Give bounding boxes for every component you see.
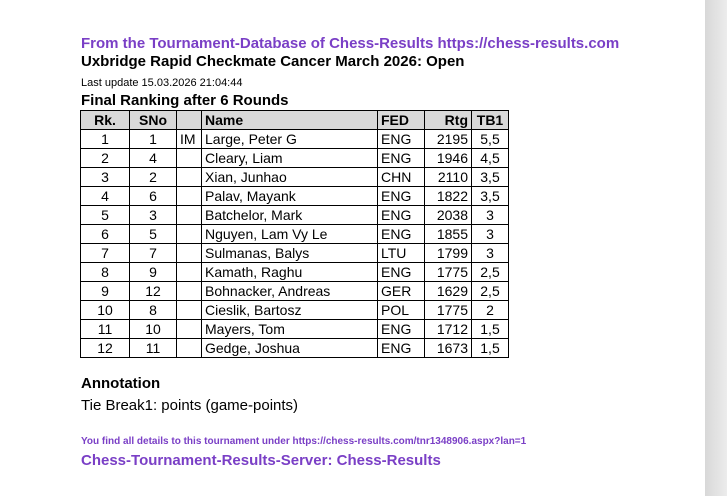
rating-cell: 1855 — [425, 225, 472, 244]
rank-cell: 6 — [81, 225, 130, 244]
rank-cell: 11 — [81, 320, 130, 339]
title-cell — [177, 263, 202, 282]
rating-cell: 1673 — [425, 339, 472, 358]
rating-cell: 1799 — [425, 244, 472, 263]
rank-cell: 3 — [81, 168, 130, 187]
rank-cell: 2 — [81, 149, 130, 168]
col-header-rank: Rk. — [81, 111, 130, 130]
table-row — [81, 282, 509, 301]
title-cell — [177, 301, 202, 320]
title-cell — [177, 206, 202, 225]
rating-cell: 1822 — [425, 187, 472, 206]
rating-cell: 1629 — [425, 282, 472, 301]
title-cell — [177, 168, 202, 187]
federation-cell: ENG — [378, 187, 425, 206]
federation-cell: ENG — [378, 263, 425, 282]
rating-cell: 2195 — [425, 130, 472, 149]
federation-cell: CHN — [378, 168, 425, 187]
title-cell — [177, 187, 202, 206]
tiebreak-cell: 2 — [472, 301, 509, 320]
tiebreak-cell: 3,5 — [472, 187, 509, 206]
table-header-row — [81, 111, 509, 130]
table-row — [81, 130, 509, 149]
player-name-cell: Nguyen, Lam Vy Le — [202, 225, 378, 244]
title-cell — [177, 149, 202, 168]
tiebreak-cell: 4,5 — [472, 149, 509, 168]
federation-cell: GER — [378, 282, 425, 301]
tiebreak-cell: 3,5 — [472, 168, 509, 187]
rating-cell: 1946 — [425, 149, 472, 168]
last-update-text: Last update 15.03.2026 21:04:44 — [81, 77, 243, 89]
rating-cell: 1775 — [425, 301, 472, 320]
table-row — [81, 263, 509, 282]
rank-cell: 10 — [81, 301, 130, 320]
player-name-cell: Xian, Junhao — [202, 168, 378, 187]
tiebreak-cell: 3 — [472, 225, 509, 244]
player-name-cell: Palav, Mayank — [202, 187, 378, 206]
start-number-cell: 9 — [130, 263, 177, 282]
table-row — [81, 206, 509, 225]
start-number-cell: 6 — [130, 187, 177, 206]
table-row — [81, 149, 509, 168]
page-edge-shadow — [705, 0, 727, 496]
start-number-cell: 3 — [130, 206, 177, 225]
player-name-cell: Mayers, Tom — [202, 320, 378, 339]
table-row — [81, 244, 509, 263]
tournament-details-link[interactable]: You find all details to this tournament under https://chess-results.com/tnr1348906.aspx?lan=1 — [81, 436, 527, 447]
rating-cell: 2110 — [425, 168, 472, 187]
tournament-title: Uxbridge Rapid Checkmate Cancer March 2026: Open — [81, 53, 465, 70]
col-header-name: Name — [202, 111, 378, 130]
col-header-start-number: SNo — [130, 111, 177, 130]
player-name-cell: Cleary, Liam — [202, 149, 378, 168]
player-name-cell: Batchelor, Mark — [202, 206, 378, 225]
start-number-cell: 11 — [130, 339, 177, 358]
title-cell — [177, 339, 202, 358]
start-number-cell: 12 — [130, 282, 177, 301]
federation-cell: ENG — [378, 320, 425, 339]
rating-cell: 2038 — [425, 206, 472, 225]
annotation-text: Tie Break1: points (game-points) — [81, 397, 299, 414]
title-cell — [177, 320, 202, 339]
tiebreak-cell: 5,5 — [472, 130, 509, 149]
start-number-cell: 10 — [130, 320, 177, 339]
rank-cell: 5 — [81, 206, 130, 225]
table-row — [81, 301, 509, 320]
start-number-cell: 2 — [130, 168, 177, 187]
tiebreak-cell: 3 — [472, 244, 509, 263]
ranking-title: Final Ranking after 6 Rounds — [81, 92, 289, 109]
player-name-cell: Bohnacker, Andreas — [202, 282, 378, 301]
rating-cell: 1775 — [425, 263, 472, 282]
federation-cell: ENG — [378, 130, 425, 149]
rank-cell: 7 — [81, 244, 130, 263]
tiebreak-cell: 1,5 — [472, 339, 509, 358]
player-name-cell: Sulmanas, Balys — [202, 244, 378, 263]
table-row — [81, 168, 509, 187]
rating-cell: 1712 — [425, 320, 472, 339]
tiebreak-cell: 2,5 — [472, 263, 509, 282]
table-row — [81, 320, 509, 339]
table-row — [81, 339, 509, 358]
annotation-heading: Annotation — [81, 375, 161, 392]
col-header-rating: Rtg — [425, 111, 472, 130]
col-header-federation: FED — [378, 111, 425, 130]
title-cell: IM — [177, 130, 202, 149]
player-name-cell: Kamath, Raghu — [202, 263, 378, 282]
player-name-cell: Cieslik, Bartosz — [202, 301, 378, 320]
federation-cell: ENG — [378, 339, 425, 358]
start-number-cell: 1 — [130, 130, 177, 149]
start-number-cell: 8 — [130, 301, 177, 320]
player-name-cell: Large, Peter G — [202, 130, 378, 149]
rank-cell: 4 — [81, 187, 130, 206]
table-row — [81, 225, 509, 244]
results-server-link[interactable]: Chess-Tournament-Results-Server: Chess-Results — [81, 452, 441, 469]
ranking-table — [80, 110, 509, 358]
federation-cell: LTU — [378, 244, 425, 263]
federation-cell: ENG — [378, 206, 425, 225]
title-cell — [177, 244, 202, 263]
federation-cell: POL — [378, 301, 425, 320]
start-number-cell: 5 — [130, 225, 177, 244]
federation-cell: ENG — [378, 225, 425, 244]
col-header-title — [177, 111, 202, 130]
rank-cell: 12 — [81, 339, 130, 358]
title-cell — [177, 282, 202, 301]
start-number-cell: 7 — [130, 244, 177, 263]
rank-cell: 8 — [81, 263, 130, 282]
database-header-link[interactable]: From the Tournament-Database of Chess-Results https://chess-results.com — [81, 35, 620, 52]
rank-cell: 9 — [81, 282, 130, 301]
table-row — [81, 187, 509, 206]
player-name-cell: Gedge, Joshua — [202, 339, 378, 358]
tiebreak-cell: 2,5 — [472, 282, 509, 301]
tiebreak-cell: 3 — [472, 206, 509, 225]
col-header-tiebreak: TB1 — [472, 111, 509, 130]
start-number-cell: 4 — [130, 149, 177, 168]
federation-cell: ENG — [378, 149, 425, 168]
title-cell — [177, 225, 202, 244]
tiebreak-cell: 1,5 — [472, 320, 509, 339]
rank-cell: 1 — [81, 130, 130, 149]
